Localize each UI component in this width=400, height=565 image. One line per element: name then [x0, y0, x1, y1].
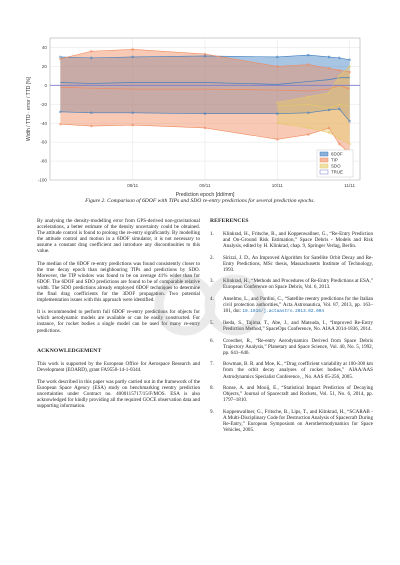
reference-number: 1.: [210, 231, 214, 238]
legend-swatch: [320, 158, 328, 162]
y-tick-label: -80: [40, 158, 47, 164]
legend-swatch: [320, 152, 328, 156]
reference-item: [210, 409, 373, 433]
conclusion-paragraph-1: By analysing the density-modelling error from GPS-derived non-gravitational accelerations, a better estimate of the density uncertainty could be obtained. The attitude control is found to prolong the re-entry significantly. By modelling the attitude control and motion in a 6DOF simulator, it is not necessary to assume a constant drag coefficient and introduce any discontinuities to this value.: [37, 218, 200, 255]
reference-number: 4.: [210, 295, 214, 302]
acknowledgement-heading: ACKNOWLEDGEMENT: [37, 347, 102, 354]
comparison-figure: [20, 28, 380, 200]
reference-item: [210, 231, 373, 249]
doi-link[interactable]: 10.1016/j.actaastro.2013.02.004: [242, 308, 325, 314]
legend-label: TRUE: [331, 169, 343, 175]
reference-text: Sirizzi, J. D., An Improved Algorithm for Satellite Orbit Decay and Re-Entry Predictions, MSc thesis, Massachusetts Institute of Technology, 1993.: [223, 254, 373, 273]
reference-text: Ikeda, S., Tajima, T., Abe, J., and Matsuda, I., “Improved Re-Entry Prediction Method,” SpaceOps Conference, No. AIAA 2014-1836, 2014.: [223, 320, 373, 333]
acknowledgement-paragraph-1: This work is supported by the European Office for Aerospace Research and Development (EOARD), grant FA9550-14-1-0344.: [37, 360, 200, 373]
reference-text: Koppenwallner, G., Fritsche, B., Lips, T., and Klinkrad, H., “SCARAB - A Multi-Disciplinary Code for Destruction Analysis of Spacecraft During Re-Entry,” European Symposium on Aerothermodynamics for Space Vehicles, 2005.: [223, 408, 373, 433]
acknowledgement-paragraph-2: The work described in this paper was partly carried out in the framework of the European Space Agency (ESA) study on benchmarking reentry prediction uncertainties under Contract no. 4000115717/15/F/MOS. ESA is also acknowledged for kindly providing all the required GOCE observation data and supporting information.: [37, 378, 200, 410]
legend-label: 6DOF: [331, 151, 343, 157]
conclusion-paragraph-3: It is recommended to perform full 6DOF re-entry predictions for objects for which aerodynamic models are available or can be easily constructed. For instance, for rocket bodies a single model can be used for many re-entry predictions.: [37, 309, 200, 334]
y-tick-label: -100: [37, 177, 47, 183]
x-tick-label: 09/11: [199, 183, 211, 188]
legend-label: SDO: [331, 163, 341, 169]
conclusion-paragraph-2: The median of the 6DOF re-entry predictions was found consistently closer to the true decay epoch than neighbouring TIPs and predictions by SDO. Moreover, the TIP window was found to be on average 41% wider than for 6DOF. The 6DOF and SDO predictions are found to be of comparable relative width. The SDO predictions already employed 6DOF techniques to determine the final drag coefficients for the 3DOF propagation. Two potential implementation issues with this approach were identified.: [37, 260, 200, 304]
y-axis-label: Width / TTD · error / TTD [%]: [26, 77, 32, 141]
reference-item: [210, 338, 373, 356]
legend-swatch: [320, 164, 328, 168]
reference-number: 8.: [210, 384, 214, 391]
y-tick-label: 20: [41, 64, 47, 69]
y-tick-label: 40: [41, 45, 47, 51]
reference-text: Anselmo, L., and Pardini, C., “Satellite reentry predictions for the Italian civil protection authorities,” Acta Astronautica, Vol. 87, 2013, pp. 163–181, doi:: [223, 295, 373, 314]
reference-item: [210, 361, 373, 379]
chart-legend: [317, 150, 353, 177]
reference-text: Ronse, A. and Mooij, E., “Statistical Impact Prediction of Decaying Objects,” Journal of Spacecraft and Rockets, Vol. 51, No. 6, 2014, pp. 1797–1810.: [223, 384, 373, 404]
y-tick-label: -20: [40, 101, 47, 107]
references-heading: REFERENCES: [210, 218, 249, 224]
reference-number: 2.: [210, 254, 214, 261]
reference-number: 6.: [210, 337, 214, 344]
x-tick-label: 10/11: [271, 183, 283, 188]
figure-caption: Figure 2. Comparison of 6DOF with TIPs and SDO re-entry predictions for several prediction epochs.: [85, 198, 315, 204]
reference-item: [210, 385, 373, 403]
x-tick-labels: [127, 183, 355, 188]
reference-number: 3.: [210, 278, 214, 285]
x-tick-label: 11/11: [344, 183, 356, 188]
watermark-logo: [150, 270, 270, 340]
legend-swatch: [320, 170, 328, 174]
reference-number: 9.: [210, 408, 214, 415]
y-tick-label: -40: [40, 120, 47, 126]
reference-text: Klinkrad, H., “Methods and Procedures of Re-Entry Predictions at ESA,” European Conference on Space Debris, Vol. 6, 2013.: [223, 278, 373, 291]
reference-number: 5.: [210, 320, 214, 327]
reference-text: Bowman, B. R. and Moe, K., “Drag coefficient variability at 100-300 km from the orbit decay analyses of rocket bodies,” AIAA/AAS Astrodynamics Specialist Conference, , No. AAS 05-256, 2005.: [223, 361, 373, 380]
legend-label: TIP: [331, 157, 338, 163]
reference-number: 7.: [210, 361, 214, 368]
y-tick-label: -60: [40, 139, 47, 145]
x-tick-label: 08/11: [127, 183, 139, 188]
reference-text: Crowther, R., “Re-entry Aerodynamics Derived from Space Debris Trajectory Analysis,” Planetary and Space Science, Vol. 40, No. 5, 1992, pp. 641–646.: [223, 337, 373, 356]
x-axis-label: Prediction epoch [dd/mm]: [175, 192, 235, 198]
y-tick-label: 0: [44, 82, 47, 88]
reference-text: Klinkrad, H., Fritsche, B., and Koppenwallner, G., “Re-Entry Prediction and On-Ground Risk Estimation,” Space Debris - Models and Risk Analysis, edited by H. Klinkrad, chap. 9, Springer Verlag, Berlin.: [223, 231, 373, 250]
y-tick-labels: [38, 45, 48, 183]
